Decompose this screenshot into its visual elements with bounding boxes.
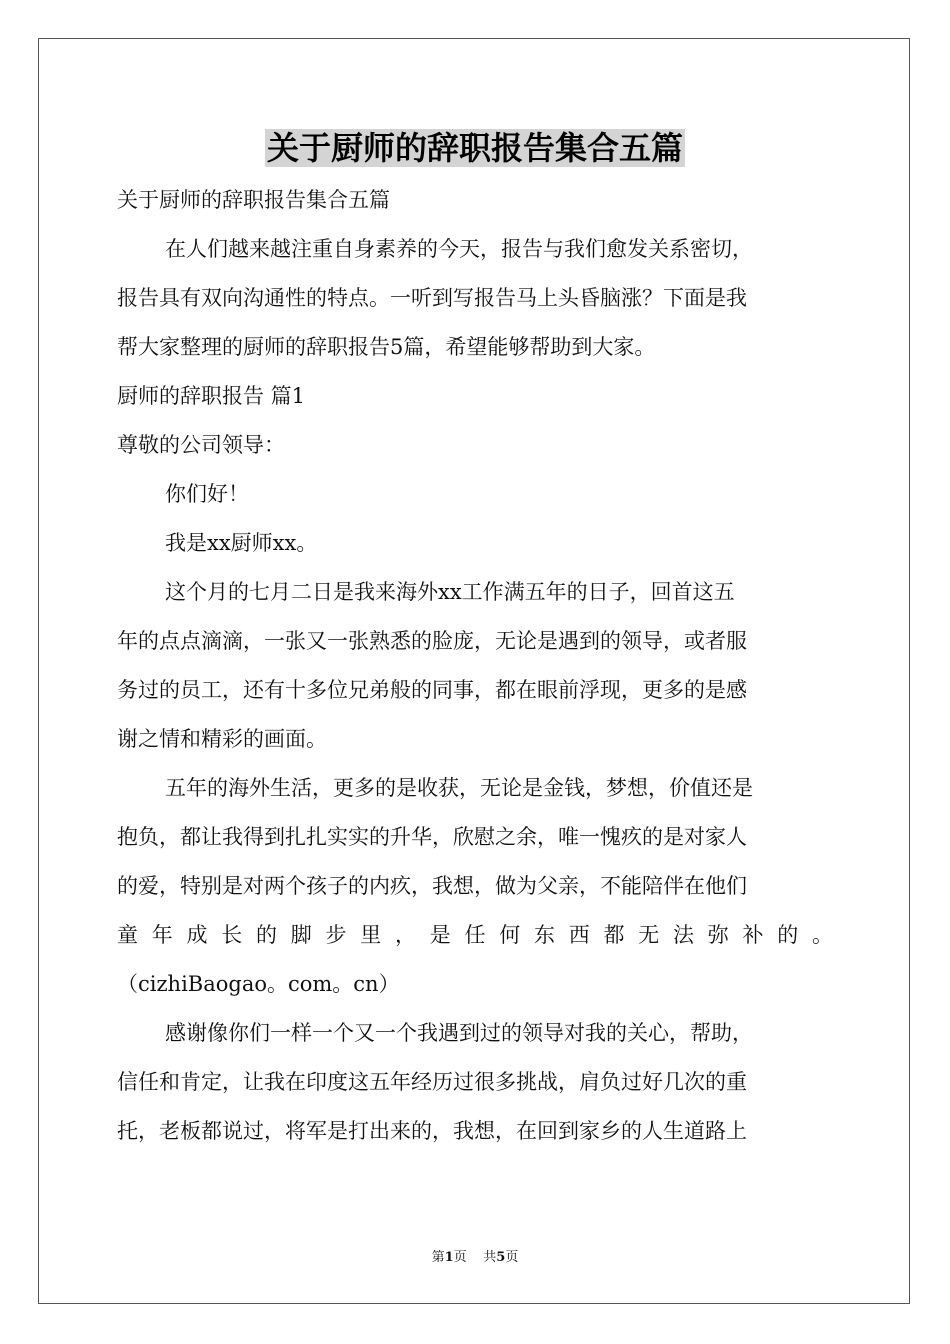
- intro-line: 在人们越来越注重自身素养的今天，报告与我们愈发关系密切，: [165, 237, 753, 261]
- justified-char: 无: [638, 923, 660, 947]
- paragraph-line: （cizhiBaogao。com。cn）: [117, 972, 400, 996]
- justified-line: [117, 911, 833, 960]
- justified-char: 东: [534, 923, 555, 947]
- paragraph-line: 感谢像你们一样一个又一个我遇到过的领导对我的关心，帮助，: [165, 1021, 753, 1045]
- document-body: [117, 176, 833, 1156]
- justified-char: 何: [499, 923, 521, 947]
- justified-char: 西: [568, 923, 590, 947]
- document-title-text: 关于厨师的辞职报告集合五篇: [266, 129, 683, 167]
- justified-char: 里: [360, 923, 382, 947]
- intro-line: 报告具有双向沟通性的特点。一听到写报告马上头昏脑涨？下面是我: [117, 286, 747, 310]
- justified-char: 脚: [290, 923, 312, 947]
- self-intro: 我是xx厨师xx。: [165, 531, 318, 555]
- page-prefix: 第: [431, 1250, 445, 1265]
- paragraph-line: 务过的员工，还有十多位兄弟般的同事，都在眼前浮现，更多的是感: [117, 678, 747, 702]
- paragraph-line: 的爱，特别是对两个孩子的内疚，我想，做为父亲，不能陪伴在他们: [117, 874, 747, 898]
- paragraph-line: 年的点点滴滴，一张又一张熟悉的脸庞，无论是遇到的领导，或者服: [117, 629, 747, 653]
- justified-char: 弥: [707, 923, 729, 947]
- justified-char: 补: [742, 923, 764, 947]
- justified-char: 成: [186, 923, 208, 947]
- total-prefix: 共: [483, 1250, 497, 1265]
- paragraph-line: 谢之情和精彩的画面。: [117, 727, 327, 751]
- subtitle: 关于厨师的辞职报告集合五篇: [117, 188, 390, 212]
- paragraph-line: 信任和肯定，让我在印度这五年经历过很多挑战，肩负过好几次的重: [117, 1070, 747, 1094]
- justified-char: 步: [325, 923, 347, 947]
- page-suffix: 页: [453, 1250, 467, 1265]
- justified-char: 童: [117, 923, 138, 947]
- total-suffix: 页: [505, 1250, 519, 1265]
- justified-char: 。: [812, 923, 833, 947]
- justified-char: 长: [221, 923, 243, 947]
- justified-char: 都: [603, 923, 625, 947]
- paragraph-line: 托，老板都说过，将军是打出来的，我想，在回到家乡的人生道路上: [117, 1119, 747, 1143]
- greeting: 你们好！: [165, 482, 249, 506]
- justified-char: 法: [673, 923, 694, 947]
- justified-char: ，: [395, 923, 416, 947]
- document-title: [0, 124, 950, 172]
- justified-char: 年: [151, 923, 173, 947]
- page-current: 1: [444, 1250, 454, 1265]
- paragraph-line: 这个月的七月二日是我来海外xx工作满五年的日子，回首这五: [165, 580, 735, 604]
- salutation: 尊敬的公司领导：: [117, 433, 285, 457]
- page-footer: [0, 1246, 950, 1265]
- justified-char: 是: [429, 923, 451, 947]
- intro-line: 帮大家整理的厨师的辞职报告5篇，希望能够帮助到大家。: [117, 335, 656, 359]
- section-heading: 厨师的辞职报告 篇1: [117, 384, 306, 408]
- paragraph-line: 抱负，都让我得到扎扎实实的升华，欣慰之余，唯一愧疚的是对家人: [117, 825, 747, 849]
- justified-char: 任: [464, 923, 486, 947]
- justified-char: 的: [256, 923, 277, 947]
- total-pages: 5: [496, 1250, 506, 1265]
- paragraph-line: 五年的海外生活，更多的是收获，无论是金钱，梦想，价值还是: [165, 776, 753, 800]
- justified-char: 的: [777, 923, 799, 947]
